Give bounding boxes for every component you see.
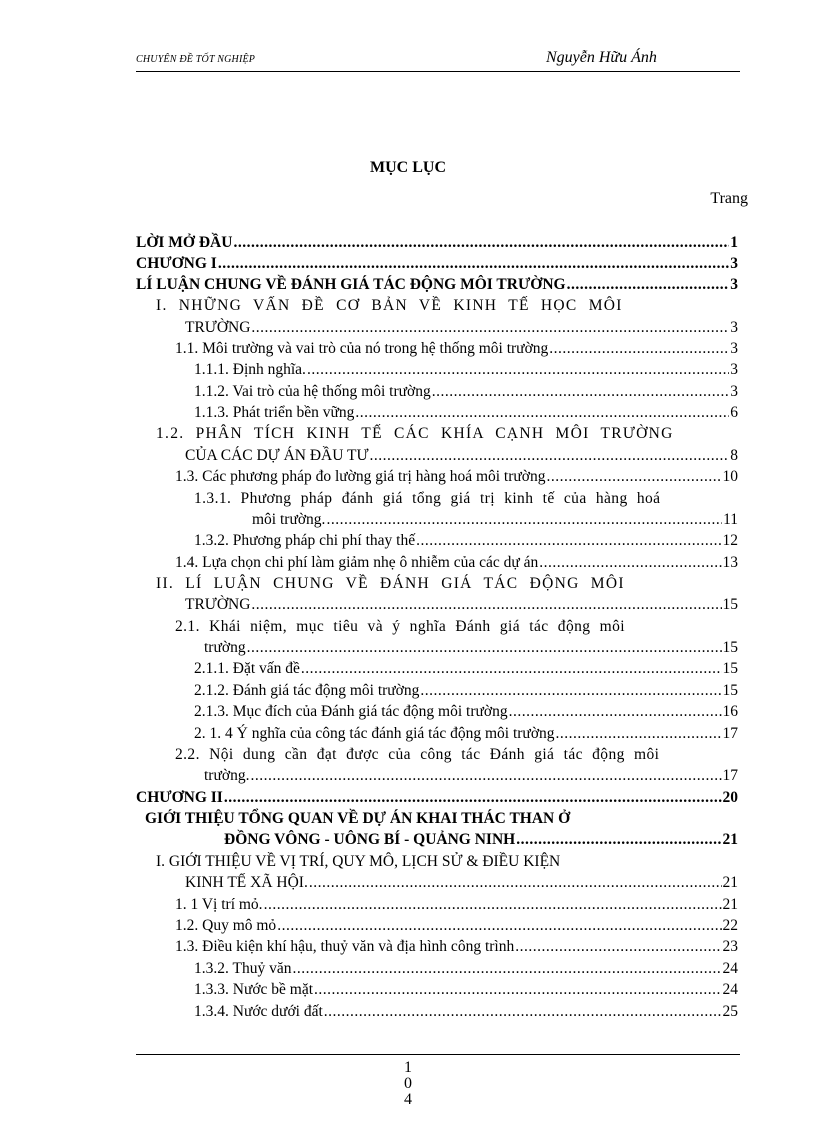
toc-entry[interactable] [194, 360, 738, 380]
toc-entry-title: 1.1.1. Định nghĩa. [194, 361, 306, 378]
toc-entry[interactable] [185, 595, 738, 615]
toc-entry-page: 12 [722, 532, 738, 549]
toc-entry-title: 2.1.3. Mục đích của Đánh giá tác động môi trường [194, 703, 508, 720]
header-left-text: CHUYÊN ĐỀ TỐT NGHIỆP [136, 54, 256, 65]
toc-entry-title: II. LÍ LUẬN CHUNG VỀ ĐÁNH GIÁ TÁC ĐỘNG MÔI [156, 575, 625, 592]
toc-entry-title: 1.2. Quy mô mỏ [175, 917, 277, 934]
page-number-digit: 0 [404, 1075, 412, 1092]
toc-entry-title: trường [204, 639, 246, 656]
toc-entry[interactable] [185, 318, 738, 338]
toc-entry-title: 1.3.1. Phương pháp đánh giá tổng giá trị kinh tế của hàng hoá [194, 490, 661, 507]
toc-entry-title: CHƯƠNG II [136, 789, 223, 806]
toc-entry-title: KINH TẾ XÃ HỘI. [185, 874, 308, 891]
toc-entry[interactable] [185, 446, 738, 466]
toc-entry[interactable] [194, 702, 738, 722]
toc-entry-page: 13 [722, 554, 738, 571]
toc-entry-title: 1.1.3. Phát triển bền vững [194, 404, 355, 421]
toc-entry[interactable] [175, 617, 680, 637]
toc-entry-page: 8 [730, 447, 738, 464]
toc-entry[interactable] [156, 424, 680, 444]
toc-entry[interactable] [136, 233, 738, 253]
toc-entry[interactable] [136, 254, 738, 274]
toc-entry[interactable] [175, 745, 680, 765]
toc-entry[interactable] [175, 916, 738, 936]
toc-entry-page: 11 [723, 511, 738, 528]
toc-entry[interactable] [194, 959, 738, 979]
toc-entry-page: 15 [722, 682, 738, 699]
toc-entry[interactable] [145, 809, 680, 829]
toc-entry[interactable] [156, 574, 680, 594]
toc-entry-title: I. GIỚI THIỆU VỀ VỊ TRÍ, QUY MÔ, LỊCH SỬ & ĐIỀU KIỆN [156, 853, 561, 870]
footer-rule [136, 1054, 740, 1055]
toc-entry-title: TRƯỜNG [185, 319, 251, 336]
toc-entry-page: 25 [722, 1003, 738, 1020]
toc-entry-page: 24 [722, 960, 738, 977]
toc-entry-title: trường. [204, 767, 250, 784]
toc-entry-title: CHƯƠNG I [136, 255, 217, 272]
toc-entry-title: 1.2. PHÂN TÍCH KINH TẾ CÁC KHÍA CẠNH MÔI TRƯỜNG [156, 425, 674, 442]
toc-entry-title: 1.3. Các phương pháp đo lường giá trị hàng hoá môi trường [175, 468, 546, 485]
toc-entry-title: 1. 1 Vị trí mỏ. [175, 896, 263, 913]
toc-entry-title: LỜI MỞ ĐẦU [136, 234, 233, 251]
page-number-digit: 1 [404, 1059, 412, 1076]
toc-entry-title: 2. 1. 4 Ý nghĩa của công tác đánh giá tác động môi trường [194, 725, 555, 742]
toc-entry[interactable] [194, 489, 680, 509]
toc-entry-page: 16 [722, 703, 738, 720]
toc-entry-title: 1.3. Điều kiện khí hậu, thuỷ văn và địa hình công trình [175, 938, 515, 955]
toc-entry-title: 2.1. Khái niệm, mục tiêu và ý nghĩa Đánh giá tác động môi [175, 618, 625, 635]
page-number-digit: 4 [404, 1091, 412, 1108]
toc-entry-page: 23 [722, 938, 738, 955]
toc-entry[interactable] [194, 531, 738, 551]
toc-entry-page: 24 [722, 981, 738, 998]
toc-entry-title: 2.1.2. Đánh giá tác động môi trường [194, 682, 420, 699]
toc-entry[interactable] [224, 830, 738, 850]
header-rule [136, 71, 740, 72]
toc-entry-title: 1.3.2. Phương pháp chi phí thay thế [194, 532, 416, 549]
toc-entry-title: I. NHỮNG VẤN ĐỀ CƠ BẢN VỀ KINH TẾ HỌC MÔI [156, 297, 623, 314]
toc-entry-page: 17 [722, 767, 738, 784]
toc-entry-title: GIỚI THIỆU TỔNG QUAN VỀ DỰ ÁN KHAI THÁC THAN Ở [145, 810, 571, 827]
toc-entry-page: 20 [722, 789, 738, 806]
toc-entry[interactable] [194, 980, 738, 1000]
toc-entry-title: 1.3.4. Nước dưới đất [194, 1003, 323, 1020]
toc-entry-title: CỦA CÁC DỰ ÁN ĐẦU TƯ [185, 447, 369, 464]
toc-entry-page: 22 [722, 917, 738, 934]
toc-entry-page: 3 [730, 276, 738, 293]
toc-entry-page: 15 [722, 660, 738, 677]
toc-entry-page: 3 [730, 361, 738, 378]
toc-entry[interactable] [194, 403, 738, 423]
toc-entry[interactable] [136, 275, 738, 295]
toc-entry-page: 3 [730, 383, 738, 400]
toc-entry[interactable] [194, 1002, 738, 1022]
toc-entry-title: TRƯỜNG [185, 596, 251, 613]
toc-entry-title: 1.4. Lựa chọn chi phí làm giảm nhẹ ô nhiễm của các dự án [175, 554, 539, 571]
toc-entry-page: 21 [722, 896, 738, 913]
toc-entry[interactable] [194, 724, 738, 744]
toc-entry-page: 17 [722, 725, 738, 742]
toc-entry-title: môi trường. [252, 511, 326, 528]
toc-entry-page: 15 [722, 596, 738, 613]
toc-entry-page: 3 [730, 255, 738, 272]
toc-entry[interactable] [194, 382, 738, 402]
toc-entry-title: 2.1.1. Đặt vấn đề [194, 660, 300, 677]
toc-entry-page: 3 [730, 319, 738, 336]
toc-entry[interactable] [175, 937, 738, 957]
toc-entry-page: 21 [722, 831, 738, 848]
toc-entry[interactable] [185, 873, 738, 893]
toc-entry[interactable] [136, 788, 738, 808]
page-title: MỤC LỤC [370, 159, 446, 176]
toc-entry[interactable] [175, 895, 738, 915]
toc-entry-title: LÍ LUẬN CHUNG VỀ ĐÁNH GIÁ TÁC ĐỘNG MÔI TRƯỜNG [136, 276, 566, 293]
page-number [0, 1060, 816, 1108]
toc-entry-title: 1.1. Môi trường và vai trò của nó trong hệ thống môi trường [175, 340, 549, 357]
toc-entry-title: 2.2. Nội dung cần đạt được của công tác Đánh giá tác động môi [175, 746, 660, 763]
header-author: Nguyễn Hữu Ánh [546, 49, 657, 66]
toc-entry-page: 6 [730, 404, 738, 421]
toc-entry-title: ĐỒNG VÔNG - UÔNG BÍ - QUẢNG NINH [224, 831, 516, 848]
toc-entry-page: 21 [722, 874, 738, 891]
toc-entry-page: 1 [730, 234, 738, 251]
toc-entry[interactable] [252, 510, 738, 530]
toc-entry-page: 15 [722, 639, 738, 656]
toc-entry[interactable] [175, 553, 738, 573]
toc-entry[interactable] [194, 681, 738, 701]
toc-entry-title: 1.3.3. Nước bề mặt [194, 981, 314, 998]
toc-entry[interactable] [204, 638, 738, 658]
toc-entry[interactable] [194, 659, 738, 679]
toc-entry[interactable] [156, 296, 680, 316]
toc-entry[interactable] [156, 852, 680, 872]
toc-entry-page: 3 [730, 340, 738, 357]
toc-entry-page: 10 [722, 468, 738, 485]
toc-entry-title: 1.1.2. Vai trò của hệ thống môi trường [194, 383, 431, 400]
toc-entry-title: 1.3.2. Thuỷ văn [194, 960, 292, 977]
toc-entry[interactable] [175, 339, 738, 359]
toc-entry[interactable] [204, 766, 738, 786]
toc-entry[interactable] [175, 467, 738, 487]
page-column-label: Trang [710, 190, 748, 207]
